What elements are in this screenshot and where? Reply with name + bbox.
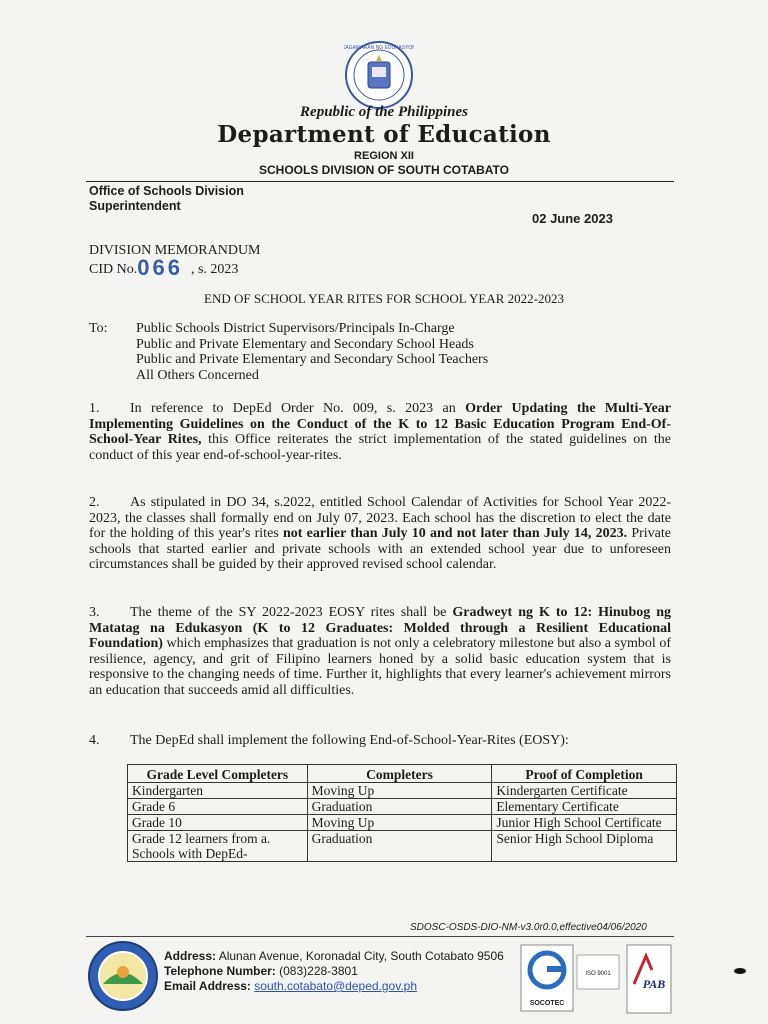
table-cell: Junior High School Certificate <box>492 815 677 831</box>
paragraph-bold-text: not earlier than July 10 and not later than July 14, 2023. <box>282 526 628 542</box>
table-cell: Senior High School Diploma <box>492 831 677 862</box>
phone-label: Telephone Number: <box>164 964 276 978</box>
paragraph-number: 3. <box>89 605 100 620</box>
table-cell: Grade 6 <box>128 799 308 815</box>
to-label: To: <box>89 321 108 336</box>
cid-series: , s. 2023 <box>190 262 239 277</box>
header-divider <box>86 181 674 182</box>
table-cell: Graduation <box>307 831 492 862</box>
paragraph-text: In reference to DepEd Order No. 009, s. 2023 an <box>130 401 466 416</box>
table-header-cell: Grade Level Completers <box>128 765 308 783</box>
paragraph-4 <box>89 733 671 749</box>
paragraph-number: 2. <box>89 495 100 510</box>
paragraph-number: 4. <box>89 733 100 748</box>
document-reference-code: SDOSC-OSDS-DIO-NM-v3.0r0.0,effective04/06/2020 <box>410 922 647 933</box>
svg-text:PAB: PAB <box>642 977 666 991</box>
table-cell: Grade 10 <box>128 815 308 831</box>
table-row <box>128 815 677 831</box>
republic-heading: Republic of the Philippines <box>300 104 468 120</box>
paragraph-text: Private schools that started earlier and private schools with an extended school year due to unforeseen circumstances shall be guided by their approved revised school calendar. <box>89 526 671 573</box>
paragraph-1 <box>89 401 671 463</box>
table-header-cell: Completers <box>307 765 492 783</box>
table-row <box>128 783 677 799</box>
memo-subject: END OF SCHOOL YEAR RITES FOR SCHOOL YEAR 2022-2023 <box>204 291 564 306</box>
address-label: Address: <box>164 949 217 963</box>
svg-text:ISO 9001: ISO 9001 <box>585 971 611 977</box>
recipient-item: Public and Private Elementary and Secondary School Teachers <box>136 352 489 367</box>
memo-date: 02 June 2023 <box>532 211 613 226</box>
table-cell: Grade 12 learners from a. Schools with DepEd- <box>128 831 308 862</box>
table-cell: Moving Up <box>307 783 492 799</box>
footer-phone-line <box>164 964 504 979</box>
table-header-row <box>128 765 677 783</box>
paragraph-2 <box>89 495 671 573</box>
table-row <box>128 831 677 862</box>
division-seal-logo <box>87 940 159 1012</box>
footer-contact <box>164 949 504 994</box>
email-label: Email Address: <box>164 979 251 993</box>
deped-seal-logo <box>344 40 414 110</box>
table-cell: Kindergarten Certificate <box>492 783 677 799</box>
cid-number: 066 <box>137 255 183 280</box>
paragraph-number: 1. <box>89 401 100 416</box>
pab-accreditation-logo <box>626 944 672 1014</box>
recipient-item: Public Schools District Supervisors/Principals In-Charge <box>136 321 455 336</box>
footer-divider <box>86 936 674 937</box>
table-cell: Graduation <box>307 799 492 815</box>
memo-identifier <box>89 242 261 278</box>
table-cell: Moving Up <box>307 815 492 831</box>
cid-line <box>89 255 261 280</box>
phone-value: (083)228-3801 <box>279 964 358 978</box>
recipient-item: All Others Concerned <box>136 367 259 383</box>
paragraph-bold-text: Order Updating the Multi-Year Implementing Guidelines on the Conduct of the K to 12 Basic Education Program End-Of-School-Year Rites, <box>89 401 671 448</box>
footer-address-line <box>164 949 504 964</box>
paragraph-text: The DepEd shall implement the following End-of-School-Year-Rites (EOSY): <box>130 733 569 748</box>
footer-email-line <box>164 979 504 994</box>
table-header-cell: Proof of Completion <box>492 765 677 783</box>
recipient-item: Public and Private Elementary and Secondary School Heads <box>136 336 474 352</box>
ink-mark <box>733 962 747 980</box>
division-heading: SCHOOLS DIVISION OF SOUTH COTABATO <box>258 163 509 177</box>
svg-text:SOCOTEC: SOCOTEC <box>529 1000 565 1007</box>
paragraph-text: which emphasizes that graduation is not only a celebratory milestone but also a symbol of resilience, agency, and grit of Filipino learners honed by a solid basic education system that is responsive to the changing needs of time. Further it, highlights that every learner's achievement mirrors an education that succeeds amid all difficulties. <box>89 636 671 698</box>
recipients-list <box>136 321 488 383</box>
paragraph-bold-text: Gradweyt ng K to 12: Hinubog ng Matatag na Edukasyon (K to 12 Graduates: Molded through a Resilient Educational Foundation) <box>89 605 671 652</box>
paragraph-text: this Office reiterates the strict implementation of the stated guidelines on the conduct of this year end-of-school-year-rites. <box>89 432 671 463</box>
eosy-table <box>127 764 677 862</box>
svg-text:KAGAWARAN NG EDUKASYON: KAGAWARAN NG EDUKASYON <box>344 45 414 51</box>
address-value: Alunan Avenue, Koronadal City, South Cotabato 9506 <box>218 949 504 963</box>
office-label: Office of Schools Division Superintendent <box>89 184 244 213</box>
region-heading: REGION XII <box>354 150 414 162</box>
email-link[interactable]: south.cotabato@deped.gov.ph <box>254 979 418 993</box>
cid-label: CID No. <box>89 262 138 277</box>
table-cell: Kindergarten <box>128 783 308 799</box>
socotec-certification-logo <box>520 944 574 1012</box>
table-cell: Elementary Certificate <box>492 799 677 815</box>
paragraph-text: As stipulated in DO 34, s.2022, entitled School Calendar of Activities for School Year 2022-2023, the classes shall formally end on July 07, 2023. Each school has the discretion to elect the date for the holding of this year's rites <box>89 495 671 542</box>
paragraph-3 <box>89 605 671 699</box>
department-heading: Department of Education <box>217 121 551 148</box>
iso-certification-logo <box>576 954 620 990</box>
memo-title: DIVISION MEMORANDUM <box>89 243 261 258</box>
table-row <box>128 799 677 815</box>
paragraph-text: The theme of the SY 2022-2023 EOSY rites shall be <box>130 605 453 620</box>
